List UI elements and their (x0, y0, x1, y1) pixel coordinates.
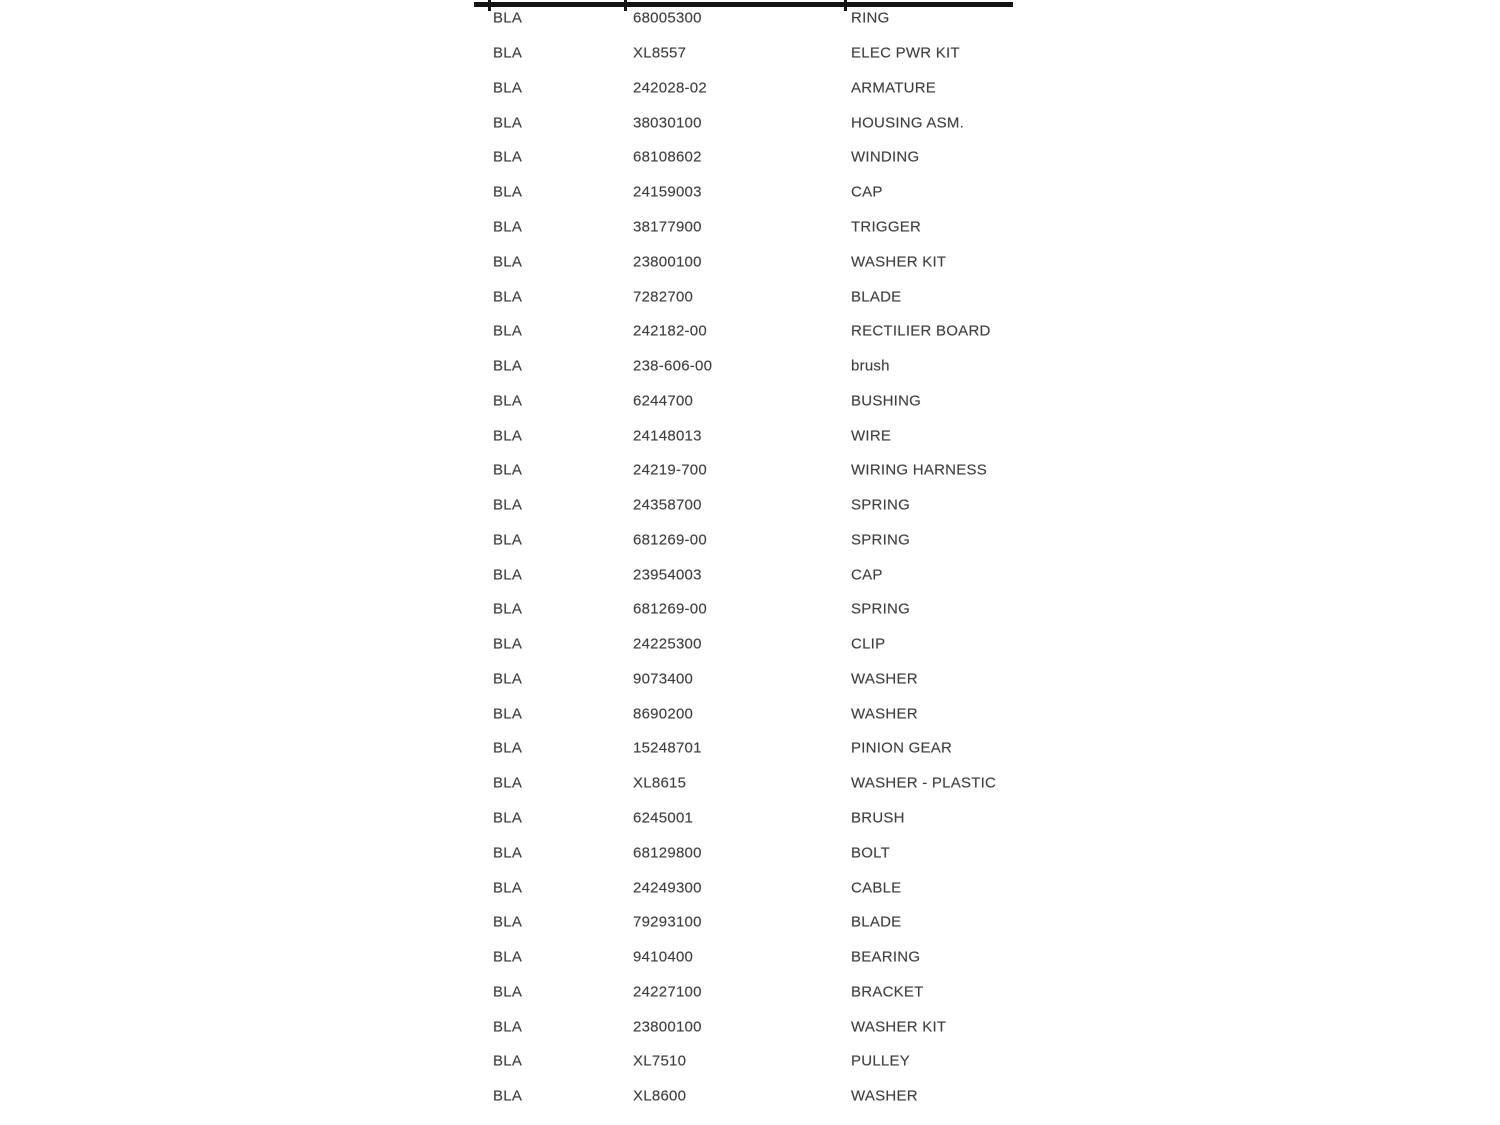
part-number-cell: XL8557 (633, 44, 687, 62)
part-number-cell: 9073400 (633, 670, 694, 688)
brand-cell: BLA (493, 357, 523, 375)
part-number-cell: 6245001 (633, 809, 694, 827)
description-cell: SPRING (851, 600, 911, 618)
part-number-cell: XL8615 (633, 774, 687, 792)
part-number-cell: 23954003 (633, 566, 702, 584)
description-cell: BUSHING (851, 392, 922, 410)
table-row (474, 835, 1014, 870)
table-row (474, 453, 1014, 488)
table-row (474, 870, 1014, 905)
part-number-cell: 238-606-00 (633, 357, 713, 375)
description-cell: WASHER (851, 1087, 918, 1105)
table-row (474, 175, 1014, 210)
part-number-cell: 68005300 (633, 9, 702, 27)
brand-cell: BLA (493, 288, 523, 305)
brand-cell: BLA (493, 531, 523, 549)
description-cell: CAP (851, 566, 883, 584)
brand-cell: BLA (493, 148, 523, 166)
table-row (474, 557, 1014, 592)
part-number-cell: 681269-00 (633, 600, 707, 618)
description-cell: BLADE (851, 288, 902, 305)
part-number-cell: XL8600 (633, 1087, 687, 1105)
table-row (474, 696, 1014, 731)
part-number-cell: 68129800 (633, 844, 702, 862)
description-cell: ELEC PWR KIT (851, 44, 960, 62)
brand-cell: BLA (493, 253, 523, 271)
description-cell: WIRING HARNESS (851, 461, 988, 479)
description-cell: CLIP (851, 635, 886, 653)
table-row (474, 522, 1014, 557)
description-cell: BOLT (851, 844, 891, 862)
brand-cell: BLA (493, 774, 523, 792)
part-number-cell: 7282700 (633, 288, 694, 305)
table-row (474, 1079, 1014, 1114)
table-row (474, 383, 1014, 418)
part-number-cell: 24225300 (633, 635, 702, 653)
table-row (474, 314, 1014, 349)
brand-cell: BLA (493, 983, 523, 1001)
parts-table (474, 0, 1014, 1125)
part-number-cell: 24249300 (633, 879, 702, 897)
part-number-cell: 68108602 (633, 148, 702, 166)
brand-cell: BLA (493, 879, 523, 897)
part-number-cell: 79293100 (633, 913, 702, 931)
brand-cell: BLA (493, 635, 523, 653)
description-cell: CAP (851, 183, 883, 201)
part-number-cell: 9410400 (633, 948, 694, 966)
table-row (474, 349, 1014, 384)
part-number-cell: 38177900 (633, 218, 702, 236)
brand-cell: BLA (493, 913, 523, 931)
brand-cell: BLA (493, 427, 523, 445)
description-cell: BRACKET (851, 983, 924, 1001)
description-cell: BEARING (851, 948, 921, 966)
description-cell: WASHER (851, 670, 918, 688)
description-cell: TRIGGER (851, 218, 922, 236)
table-row (474, 279, 1014, 314)
description-cell: CABLE (851, 879, 902, 897)
description-cell: RING (851, 9, 890, 27)
description-cell: WIRE (851, 427, 892, 445)
table-row (474, 244, 1014, 279)
brand-cell: BLA (493, 9, 523, 27)
description-cell: RECTILIER BOARD (851, 322, 991, 340)
table-row (474, 418, 1014, 453)
brand-cell: BLA (493, 79, 523, 97)
brand-cell: BLA (493, 496, 523, 514)
brand-cell: BLA (493, 1018, 523, 1036)
table-row (474, 71, 1014, 106)
brand-cell: BLA (493, 705, 523, 723)
brand-cell: BLA (493, 1052, 523, 1070)
part-number-cell: XL7510 (633, 1052, 687, 1070)
part-number-cell: 24159003 (633, 183, 702, 201)
description-cell: SPRING (851, 496, 911, 514)
description-cell: brush (851, 357, 890, 375)
description-cell: WASHER - PLASTIC (851, 774, 997, 792)
table-row (474, 940, 1014, 975)
description-cell: ARMATURE (851, 79, 937, 97)
table-row (474, 1, 1014, 36)
table-row (474, 140, 1014, 175)
description-cell: WASHER KIT (851, 253, 947, 271)
part-number-cell: 242028-02 (633, 79, 707, 97)
table-row (474, 105, 1014, 140)
part-number-cell: 681269-00 (633, 531, 707, 549)
part-number-cell: 24227100 (633, 983, 702, 1001)
part-number-cell: 38030100 (633, 114, 702, 132)
brand-cell: BLA (493, 1087, 523, 1105)
table-row (474, 974, 1014, 1009)
table-row (474, 592, 1014, 627)
description-cell: PINION GEAR (851, 739, 953, 757)
brand-cell: BLA (493, 844, 523, 862)
part-number-cell: 6244700 (633, 392, 694, 410)
table-row (474, 766, 1014, 801)
part-number-cell: 15248701 (633, 739, 702, 757)
description-cell: WINDING (851, 148, 920, 166)
table-row (474, 210, 1014, 245)
table-row (474, 1044, 1014, 1079)
table-row (474, 731, 1014, 766)
brand-cell: BLA (493, 948, 523, 966)
description-cell: BLADE (851, 913, 902, 931)
description-cell: PULLEY (851, 1052, 911, 1070)
table-row (474, 36, 1014, 71)
table-rows (474, 1, 1014, 1114)
description-cell: WASHER (851, 705, 918, 723)
brand-cell: BLA (493, 114, 523, 132)
table-row (474, 801, 1014, 836)
table-row (474, 1009, 1014, 1044)
part-number-cell: 23800100 (633, 1018, 702, 1036)
brand-cell: BLA (493, 600, 523, 618)
description-cell: HOUSING ASM. (851, 114, 965, 132)
brand-cell: BLA (493, 218, 523, 236)
description-cell: SPRING (851, 531, 911, 549)
table-row (474, 627, 1014, 662)
part-number-cell: 24148013 (633, 427, 702, 445)
brand-cell: BLA (493, 392, 523, 410)
brand-cell: BLA (493, 670, 523, 688)
part-number-cell: 24219-700 (633, 461, 707, 479)
brand-cell: BLA (493, 44, 523, 62)
part-number-cell: 8690200 (633, 705, 694, 723)
part-number-cell: 242182-00 (633, 322, 707, 340)
brand-cell: BLA (493, 461, 523, 479)
brand-cell: BLA (493, 322, 523, 340)
table-row (474, 662, 1014, 697)
description-cell: WASHER KIT (851, 1018, 947, 1036)
table-row (474, 488, 1014, 523)
brand-cell: BLA (493, 739, 523, 757)
brand-cell: BLA (493, 183, 523, 201)
table-row (474, 905, 1014, 940)
part-number-cell: 24358700 (633, 496, 702, 514)
brand-cell: BLA (493, 566, 523, 584)
description-cell: BRUSH (851, 809, 905, 827)
part-number-cell: 23800100 (633, 253, 702, 271)
brand-cell: BLA (493, 809, 523, 827)
